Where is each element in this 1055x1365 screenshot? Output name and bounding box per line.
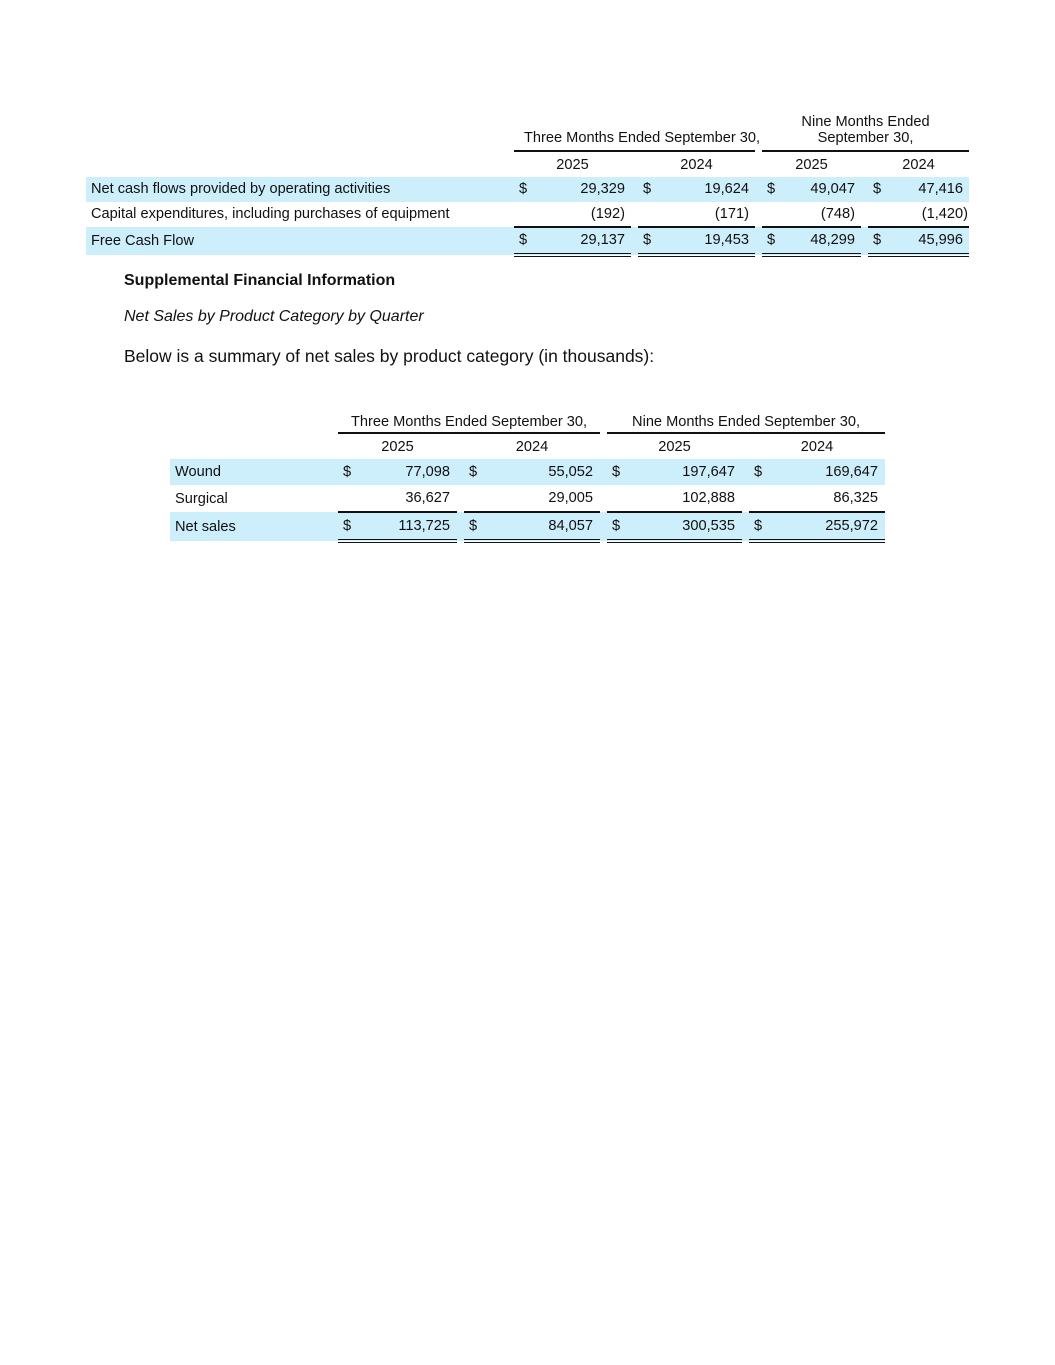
net-sales-table bbox=[170, 406, 885, 543]
year-header: 2024 bbox=[749, 433, 885, 459]
row-label: Surgical bbox=[175, 490, 228, 507]
cell-value: (1,420) bbox=[921, 205, 969, 222]
table-row bbox=[86, 177, 969, 202]
row-label: Free Cash Flow bbox=[86, 227, 514, 255]
row-label: Net cash flows provided by operating activities bbox=[86, 177, 514, 202]
cell-value: (192) bbox=[590, 205, 625, 222]
cell-value: $ 49,047 bbox=[762, 177, 861, 202]
cell-value: 29,005 bbox=[548, 490, 594, 506]
cell-value: (748) bbox=[820, 205, 855, 222]
year-header: 2025 bbox=[762, 151, 861, 177]
year-header: 2024 bbox=[464, 433, 600, 459]
cell-value: $ 77,098 bbox=[338, 459, 457, 485]
cell-value: $ 169,647 bbox=[749, 459, 885, 485]
header-three-months: Three Months Ended September 30, bbox=[350, 414, 588, 430]
year-header: 2024 bbox=[638, 151, 755, 177]
free-cash-flow-table bbox=[86, 114, 969, 257]
cell-value: 86,325 bbox=[833, 490, 879, 506]
cell-value: $ 19,624 bbox=[638, 177, 755, 202]
cell-value: $ 48,299 bbox=[762, 227, 861, 255]
year-header: 2025 bbox=[514, 151, 631, 177]
table-row bbox=[86, 202, 969, 228]
cell-value: $ 255,972 bbox=[749, 512, 885, 541]
cell-value: $ 19,453 bbox=[638, 227, 755, 255]
row-label: Wound bbox=[170, 459, 338, 485]
year-header: 2025 bbox=[607, 433, 742, 459]
table-row bbox=[170, 485, 885, 512]
cell-value: $ 300,535 bbox=[607, 512, 742, 541]
year-header: 2024 bbox=[868, 151, 969, 177]
header-nine-months: Nine Months Ended September 30, bbox=[632, 414, 860, 430]
table-row bbox=[170, 459, 885, 485]
cell-value: $ 45,996 bbox=[868, 227, 969, 255]
summary-text: Below is a summary of net sales by product category (in thousands): bbox=[124, 346, 655, 366]
cell-value: $ 47,416 bbox=[868, 177, 969, 202]
cell-value: $ 113,725 bbox=[338, 512, 457, 541]
cell-value: $ 29,329 bbox=[514, 177, 631, 202]
row-label: Net sales bbox=[170, 512, 338, 541]
header-three-months: Three Months Ended September 30, bbox=[524, 130, 761, 146]
cell-value: $ 197,647 bbox=[607, 459, 742, 485]
year-header: 2025 bbox=[338, 433, 457, 459]
cell-value: 36,627 bbox=[405, 490, 450, 506]
row-label: Capital expenditures, including purchases of equipment bbox=[91, 206, 450, 223]
cell-value: $ 84,057 bbox=[464, 512, 600, 541]
cell-value: $ 55,052 bbox=[464, 459, 600, 485]
header-nine-months: Nine Months Ended September 30, bbox=[801, 114, 930, 146]
cell-value: 102,888 bbox=[682, 490, 736, 506]
section-subtitle: Net Sales by Product Category by Quarter bbox=[124, 308, 424, 325]
cell-value: $ 29,137 bbox=[514, 227, 631, 255]
cell-value: (171) bbox=[714, 205, 749, 222]
section-title: Supplemental Financial Information bbox=[124, 272, 396, 289]
table-row bbox=[170, 512, 885, 541]
table-row bbox=[86, 227, 969, 255]
